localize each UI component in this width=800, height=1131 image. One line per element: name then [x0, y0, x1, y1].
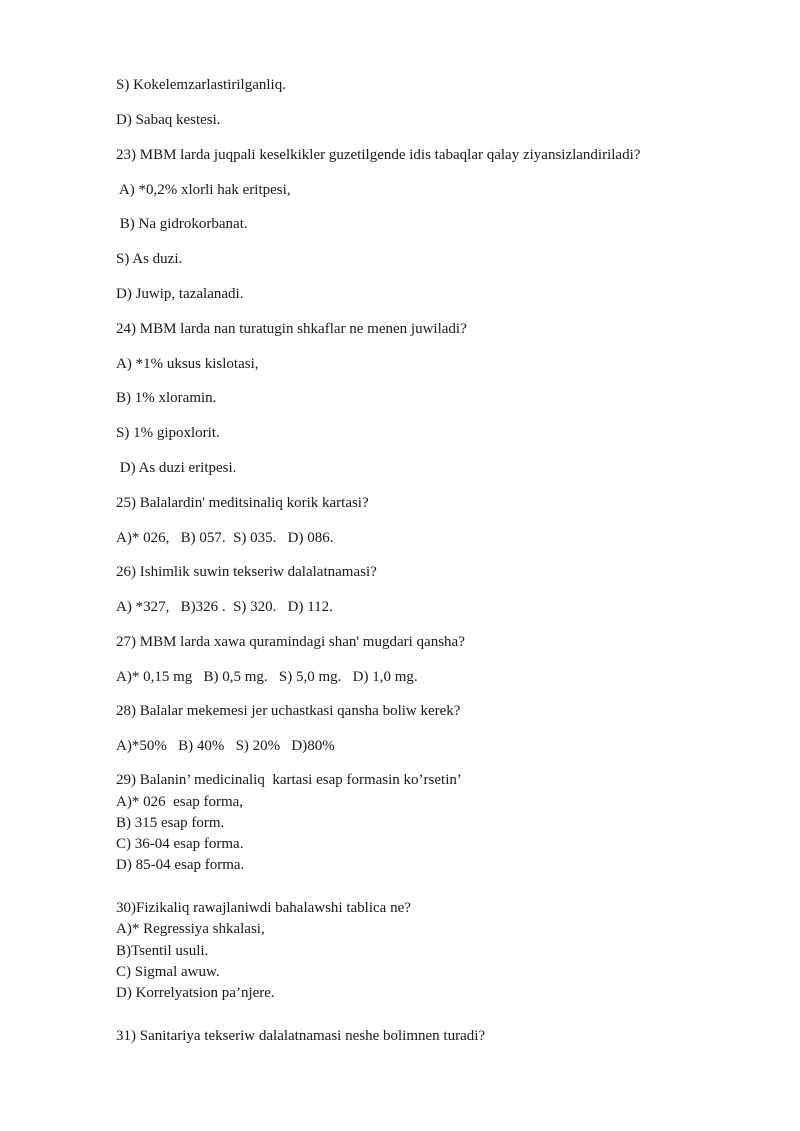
- question-line: 26) Ishimlik suwin tekseriw dalalatnamasi?: [116, 564, 377, 580]
- answer-line: S) As duzi.: [116, 251, 183, 267]
- answer-line: A)* 0,15 mg B) 0,5 mg. S) 5,0 mg. D) 1,0 mg.: [116, 669, 418, 685]
- answer-line: A)* 026, B) 057. S) 035. D) 086.: [116, 530, 334, 546]
- answer-line: S) Kokelemzarlastirilganliq.: [116, 77, 286, 93]
- question-line: 30)Fizikaliq rawajlaniwdi bahalawshi tablica ne?: [116, 900, 411, 916]
- answer-line: A)*50% B) 40% S) 20% D)80%: [116, 738, 335, 754]
- answer-line: D) 85-04 esap forma.: [116, 857, 245, 873]
- answer-line: A) *1% uksus kislotasi,: [116, 356, 259, 372]
- question-line: 29) Balanin’ medicinaliq kartasi esap formasin ko’rsetin’: [116, 772, 462, 788]
- question-line: 23) MBM larda juqpali keselkikler guzetilgende idis tabaqlar qalay ziyansizlandiriladi?: [116, 147, 641, 163]
- answer-line: B)Tsentil usuli.: [116, 943, 209, 959]
- answer-line: D) Juwip, tazalanadi.: [116, 286, 244, 302]
- answer-line: S) 1% gipoxlorit.: [116, 425, 220, 441]
- answer-line: A)* 026 esap forma,: [116, 794, 244, 810]
- answer-line: B) 1% xloramin.: [116, 390, 217, 406]
- question-line: 31) Sanitariya tekseriw dalalatnamasi neshe bolimnen turadi?: [116, 1028, 486, 1044]
- answer-line: A) *0,2% xlorli hak eritpesi,: [116, 182, 291, 198]
- answer-line: A) *327, B)326 . S) 320. D) 112.: [116, 599, 333, 615]
- question-line: 25) Balalardin' meditsinaliq korik kartasi?: [116, 495, 369, 511]
- answer-line: C) 36-04 esap forma.: [116, 836, 244, 852]
- answer-line: D) As duzi eritpesi.: [116, 460, 237, 476]
- answer-line: A)* Regressiya shkalasi,: [116, 921, 265, 937]
- answer-line: C) Sigmal awuw.: [116, 964, 220, 980]
- question-line: 28) Balalar mekemesi jer uchastkasi qansha boliw kerek?: [116, 703, 461, 719]
- question-line: 24) MBM larda nan turatugin shkaflar ne menen juwiladi?: [116, 321, 467, 337]
- answer-line: B) 315 esap form.: [116, 815, 225, 831]
- question-line: 27) MBM larda xawa quramindagi shan' mugdari qansha?: [116, 634, 465, 650]
- answer-line: D) Korrelyatsion pa’njere.: [116, 985, 275, 1001]
- answer-line: D) Sabaq kestesi.: [116, 112, 221, 128]
- answer-line: B) Na gidrokorbanat.: [116, 216, 248, 232]
